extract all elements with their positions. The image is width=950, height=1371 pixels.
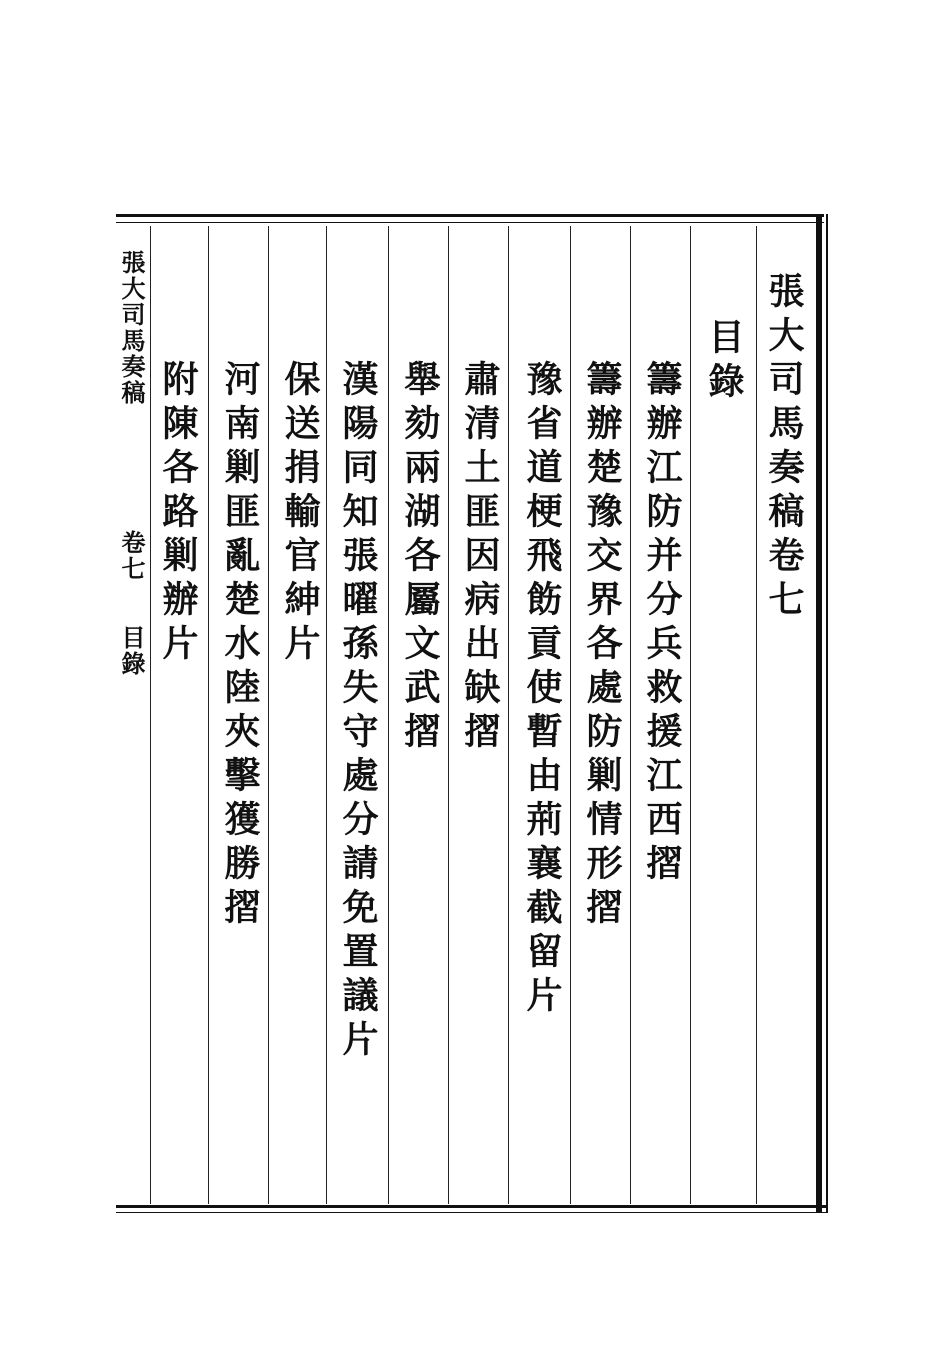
toc-entry: 豫省道梗飛飭貢使暫由荊襄截留片 (521, 360, 563, 1020)
frame-bottom-inner-rule (116, 1212, 828, 1213)
column-divider (268, 226, 269, 1204)
toc-entry: 河南剿匪亂楚水陸夾擊獲勝摺 (219, 360, 261, 932)
section-heading: 目錄 (703, 318, 745, 406)
frame-right-rule (816, 214, 822, 1212)
margin-title: 張大司馬奏稿 (117, 250, 146, 406)
column-divider (150, 226, 151, 1204)
toc-entry: 附陳各路剿辦片 (157, 360, 199, 668)
column-divider (326, 226, 327, 1204)
frame-top-rule (116, 214, 824, 217)
column-divider (388, 226, 389, 1204)
frame-bottom-rule (116, 1205, 828, 1208)
toc-entry: 籌辦江防并分兵救援江西摺 (641, 360, 683, 888)
column-divider (630, 226, 631, 1204)
column-divider (690, 226, 691, 1204)
book-title: 張大司馬奏稿卷七 (763, 272, 805, 624)
margin-section: 目錄 (117, 625, 146, 677)
column-divider (570, 226, 571, 1204)
toc-entry: 保送捐輸官紳片 (279, 360, 321, 668)
toc-entry: 舉劾兩湖各屬文武摺 (399, 360, 441, 756)
toc-entry: 肅清土匪因病出缺摺 (459, 360, 501, 756)
toc-entry: 漢陽同知張曜孫失守處分請免置議片 (337, 360, 379, 1064)
column-divider (448, 226, 449, 1204)
column-divider (756, 226, 757, 1204)
column-divider (508, 226, 509, 1204)
column-divider (208, 226, 209, 1204)
margin-volume: 卷七 (117, 530, 146, 582)
frame-right-outer-rule (826, 214, 828, 1212)
toc-entry: 籌辦楚豫交界各處防剿情形摺 (581, 360, 623, 932)
frame-top-inner-rule (116, 222, 824, 223)
